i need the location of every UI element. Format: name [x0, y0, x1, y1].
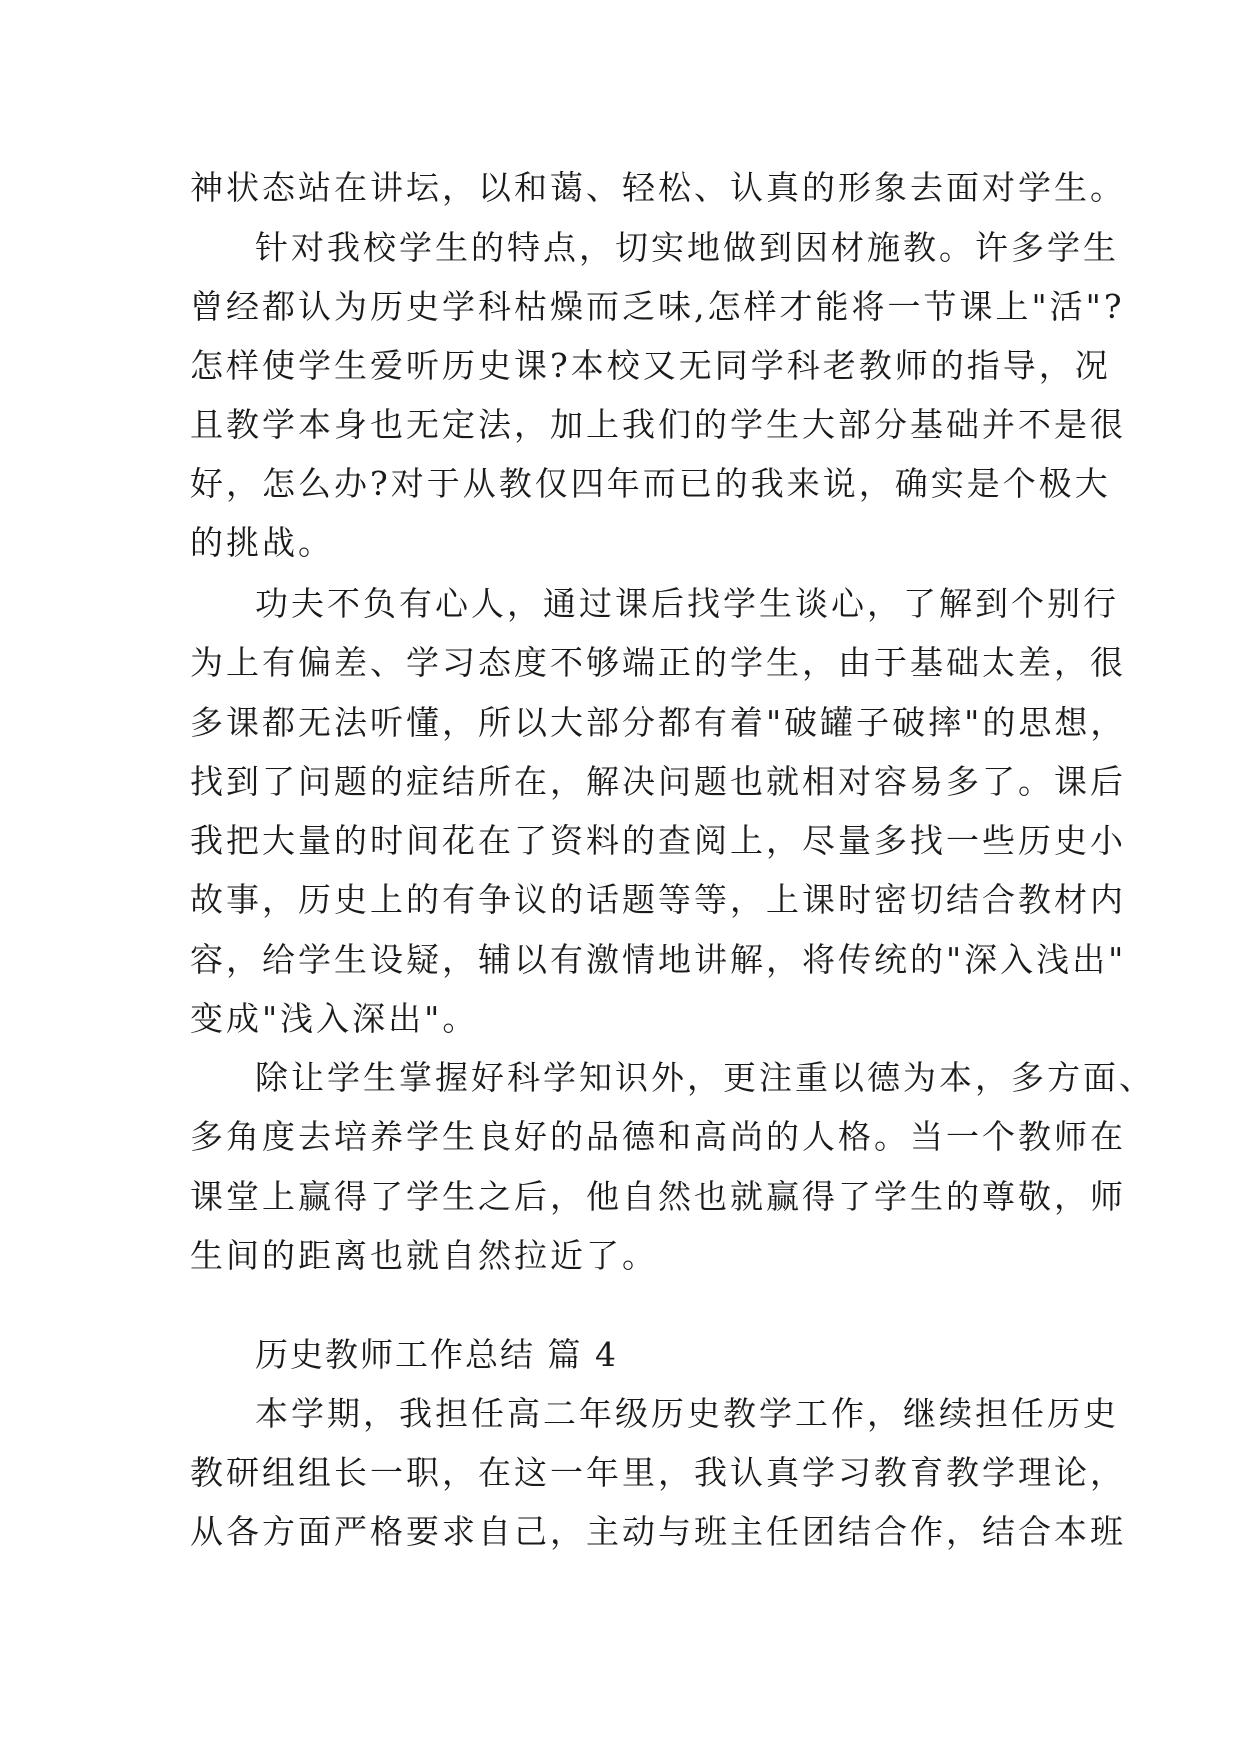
- section-heading: 历史教师工作总结 篇 4: [255, 1335, 618, 1374]
- text-line: 容，给学生设疑，辅以有激情地讲解，将传统的"深入浅出": [190, 940, 1127, 979]
- text-line: 故事，历史上的有争议的话题等等，上课时密切结合教材内: [190, 880, 1126, 919]
- text-line: 从各方面严格要求自己，主动与班主任团结合作，结合本班: [190, 1512, 1126, 1551]
- text-line: 且教学本身也无定法，加上我们的学生大部分基础并不是很: [190, 405, 1126, 444]
- text-line: 多角度去培养学生良好的品德和高尚的人格。当一个教师在: [190, 1117, 1126, 1156]
- text-line: 变成"浅入深出"。: [190, 999, 479, 1038]
- text-line: 多课都无法听懂，所以大部分都有着"破罐子破摔"的思想，: [190, 703, 1127, 742]
- text-line: 针对我校学生的特点，切实地做到因材施教。许多学生: [255, 228, 1119, 267]
- text-line: 本学期，我担任高二年级历史教学工作，继续担任历史: [255, 1394, 1119, 1433]
- text-line: 好，怎么办?对于从教仅四年而已的我来说，确实是个极大: [190, 464, 1111, 503]
- text-line: 生间的距离也就自然拉近了。: [190, 1236, 658, 1275]
- text-line: 我把大量的时间花在了资料的查阅上，尽量多找一些历史小: [190, 821, 1126, 860]
- text-line: 的挑战。: [190, 523, 334, 562]
- text-line: 怎样使学生爱听历史课?本校又无同学科老教师的指导，况: [190, 346, 1111, 385]
- text-line: 曾经都认为历史学科枯燥而乏味,怎样才能将一节课上"活"?: [190, 287, 1125, 326]
- text-line: 除让学生掌握好科学知识外，更注重以德为本，多方面、: [255, 1058, 1155, 1097]
- text-line: 为上有偏差、学习态度不够端正的学生，由于基础太差，很: [190, 643, 1126, 682]
- text-line: 课堂上赢得了学生之后，他自然也就赢得了学生的尊敬，师: [190, 1177, 1126, 1216]
- text-line: 功夫不负有心人，通过课后找学生谈心，了解到个别行: [255, 584, 1119, 623]
- text-line: 神状态站在讲坛，以和蔼、轻松、认真的形象去面对学生。: [190, 168, 1126, 207]
- text-line: 找到了问题的症结所在，解决问题也就相对容易多了。课后: [190, 762, 1126, 801]
- text-line: 教研组组长一职，在这一年里，我认真学习教育教学理论，: [190, 1453, 1126, 1492]
